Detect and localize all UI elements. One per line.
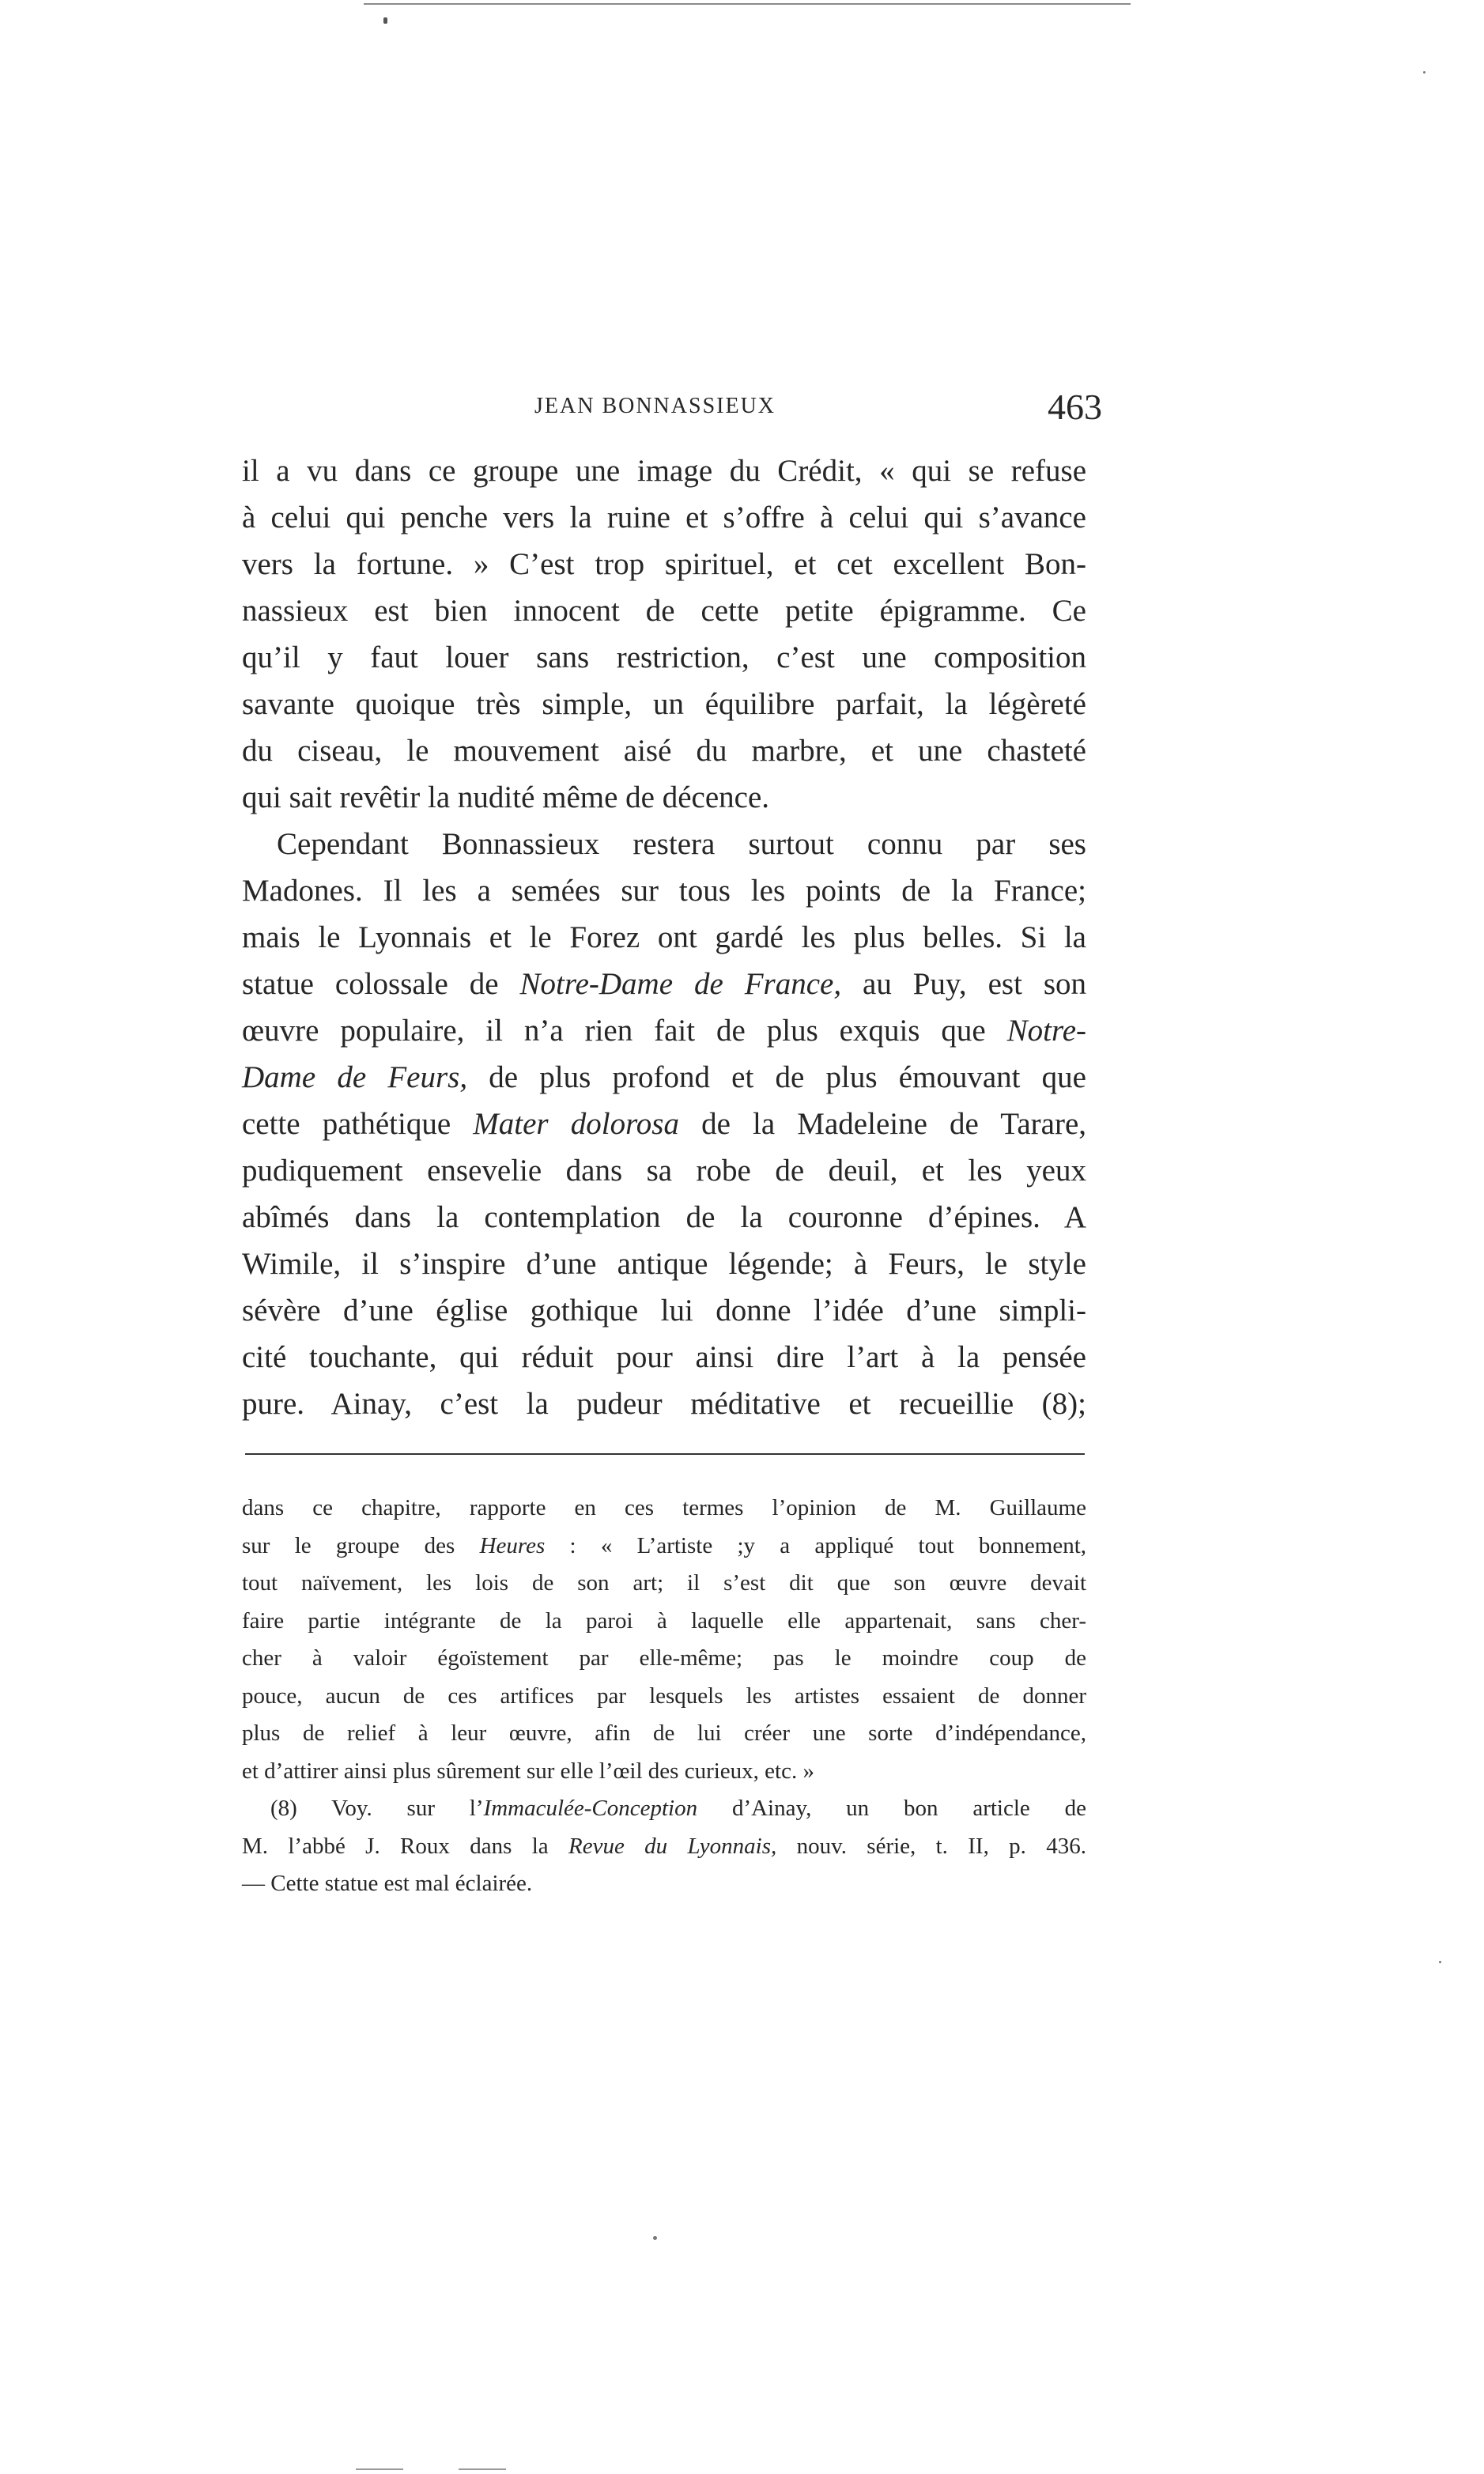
text-segment: d’Ainay, un bon article de bbox=[697, 1796, 1086, 1821]
text-segment: faire partie intégrante de la paroi à laquelle elle appartenait, sans cher- bbox=[242, 1607, 1086, 1634]
text-segment: et d’attirer ainsi plus sûrement sur elle l’œil des curieux, etc. » bbox=[242, 1758, 814, 1784]
footnote-line bbox=[242, 1528, 1086, 1566]
footnote-line bbox=[242, 1640, 1086, 1678]
ink-speck bbox=[383, 17, 387, 24]
italic-segment: Notre- bbox=[1006, 1014, 1086, 1048]
text-segment: pure. Ainay, c’est la pudeur méditative et recueillie (8); bbox=[242, 1387, 1086, 1421]
text-segment: pudiquement ensevelie dans sa robe de deuil, et les yeux bbox=[242, 1154, 1086, 1188]
text-line bbox=[242, 914, 1086, 961]
text-segment: savante quoique très simple, un équilibre parfait, la légèreté bbox=[242, 687, 1086, 721]
top-edge-rule bbox=[364, 3, 1131, 5]
text-segment: qui sait revêtir la nudité même de décence. bbox=[242, 780, 770, 814]
text-segment: Wimile, il s’inspire d’une antique légende; à Feurs, le style bbox=[242, 1247, 1086, 1281]
text-segment: Madones. Il les a semées sur tous les points de la France; bbox=[242, 874, 1086, 908]
bottom-edge-mark bbox=[356, 2468, 403, 2470]
footnote-line bbox=[242, 1865, 1086, 1903]
italic-segment: Heures bbox=[479, 1532, 546, 1558]
footnote-line bbox=[242, 1565, 1086, 1603]
text-segment: de la Madeleine de Tarare, bbox=[678, 1107, 1087, 1141]
text-segment: cette pathétique bbox=[242, 1107, 474, 1141]
text-line bbox=[242, 1147, 1086, 1194]
text-segment: — Cette statue est mal éclairée. bbox=[242, 1871, 533, 1896]
text-line bbox=[242, 867, 1086, 914]
text-segment: nassieux est bien innocent de cette petite épigramme. Ce bbox=[242, 594, 1086, 628]
text-segment: abîmés dans la contemplation de la couronne d’épines. A bbox=[242, 1200, 1086, 1234]
text-segment: Cependant Bonnassieux restera surtout connu par ses bbox=[277, 827, 1086, 861]
text-segment: pouce, aucun de ces artifices par lesquels les artistes essaient de donner bbox=[242, 1683, 1086, 1709]
running-title: JEAN BONNASSIEUX bbox=[534, 394, 776, 418]
footnotes bbox=[242, 1490, 1086, 1903]
text-segment: cité touchante, qui réduit pour ainsi dire l’art à la pensée bbox=[242, 1340, 1086, 1374]
footnote-separator bbox=[245, 1453, 1085, 1455]
page-header bbox=[242, 386, 1102, 433]
text-line bbox=[242, 1241, 1086, 1287]
italic-segment: Dame de Feurs, bbox=[242, 1060, 468, 1094]
text-segment: sévère d’une église gothique lui donne l’idée d’une simpli- bbox=[242, 1294, 1086, 1328]
text-segment: vers la fortune. » C’est trop spirituel, et cet excellent Bon- bbox=[242, 547, 1086, 581]
text-line bbox=[242, 1381, 1086, 1427]
text-line bbox=[242, 1287, 1086, 1334]
text-segment: au Puy, est son bbox=[841, 967, 1087, 1001]
text-line bbox=[242, 681, 1086, 727]
footnote-line bbox=[242, 1715, 1086, 1753]
text-segment: tout naïvement, les lois de son art; il s’est dit que son œuvre devait bbox=[242, 1570, 1086, 1596]
text-segment: à celui qui penche vers la ruine et s’offre à celui qui s’avance bbox=[242, 500, 1086, 534]
italic-segment: Revue du Lyonnais, bbox=[568, 1833, 777, 1859]
footnote-line bbox=[242, 1790, 1086, 1828]
footnote-line bbox=[242, 1753, 1086, 1791]
text-segment: : « L’artiste ;y a appliqué tout bonnement, bbox=[545, 1532, 1087, 1558]
text-line bbox=[242, 1334, 1086, 1381]
footnote-line bbox=[242, 1490, 1086, 1528]
text-line bbox=[242, 587, 1086, 634]
text-line bbox=[242, 774, 1086, 821]
text-segment: mais le Lyonnais et le Forez ont gardé les plus belles. Si la bbox=[242, 920, 1086, 954]
text-line bbox=[242, 1194, 1086, 1241]
italic-segment: Immaculée-Conception bbox=[483, 1796, 698, 1821]
text-line bbox=[242, 961, 1086, 1007]
text-line bbox=[242, 727, 1086, 774]
ink-speck bbox=[1439, 1961, 1441, 1963]
text-line bbox=[242, 1007, 1086, 1054]
ink-speck bbox=[1423, 71, 1425, 74]
text-segment: sur le groupe des bbox=[242, 1532, 480, 1558]
ink-speck bbox=[653, 2236, 657, 2240]
footnote-line bbox=[242, 1678, 1086, 1716]
page-number: 463 bbox=[1048, 387, 1102, 427]
text-line bbox=[242, 541, 1086, 587]
text-segment: statue colossale de bbox=[242, 967, 520, 1001]
text-segment: œuvre populaire, il n’a rien fait de plus exquis que bbox=[242, 1014, 1007, 1048]
text-segment: (8) Voy. sur l’ bbox=[270, 1796, 484, 1821]
text-segment: de plus profond et de plus émouvant que bbox=[467, 1060, 1086, 1094]
text-segment: il a vu dans ce groupe une image du Crédit, « qui se refuse bbox=[242, 454, 1086, 488]
footnote-line bbox=[242, 1603, 1086, 1641]
text-segment: cher à valoir égoïstement par elle-même; pas le moindre coup de bbox=[242, 1645, 1086, 1671]
footnote-line bbox=[242, 1828, 1086, 1866]
text-line bbox=[242, 448, 1086, 494]
text-line bbox=[242, 821, 1086, 867]
text-line bbox=[242, 1101, 1086, 1147]
text-segment: plus de relief à leur œuvre, afin de lui créer une sorte d’indépendance, bbox=[242, 1720, 1086, 1746]
main-text bbox=[242, 448, 1086, 1427]
text-segment: M. l’abbé J. Roux dans la bbox=[242, 1833, 568, 1859]
text-line bbox=[242, 494, 1086, 541]
text-segment: nouv. série, t. II, p. 436. bbox=[776, 1833, 1087, 1859]
text-segment: dans ce chapitre, rapporte en ces termes l’opinion de M. Guillaume bbox=[242, 1495, 1086, 1520]
bottom-edge-mark bbox=[459, 2468, 506, 2470]
italic-segment: Notre-Dame de France, bbox=[519, 967, 842, 1001]
italic-segment: Mater dolorosa bbox=[473, 1107, 679, 1141]
text-segment: qu’il y faut louer sans restriction, c’est une composition bbox=[242, 640, 1086, 674]
text-line bbox=[242, 1054, 1086, 1101]
text-line bbox=[242, 634, 1086, 681]
text-segment: du ciseau, le mouvement aisé du marbre, et une chasteté bbox=[242, 734, 1086, 768]
